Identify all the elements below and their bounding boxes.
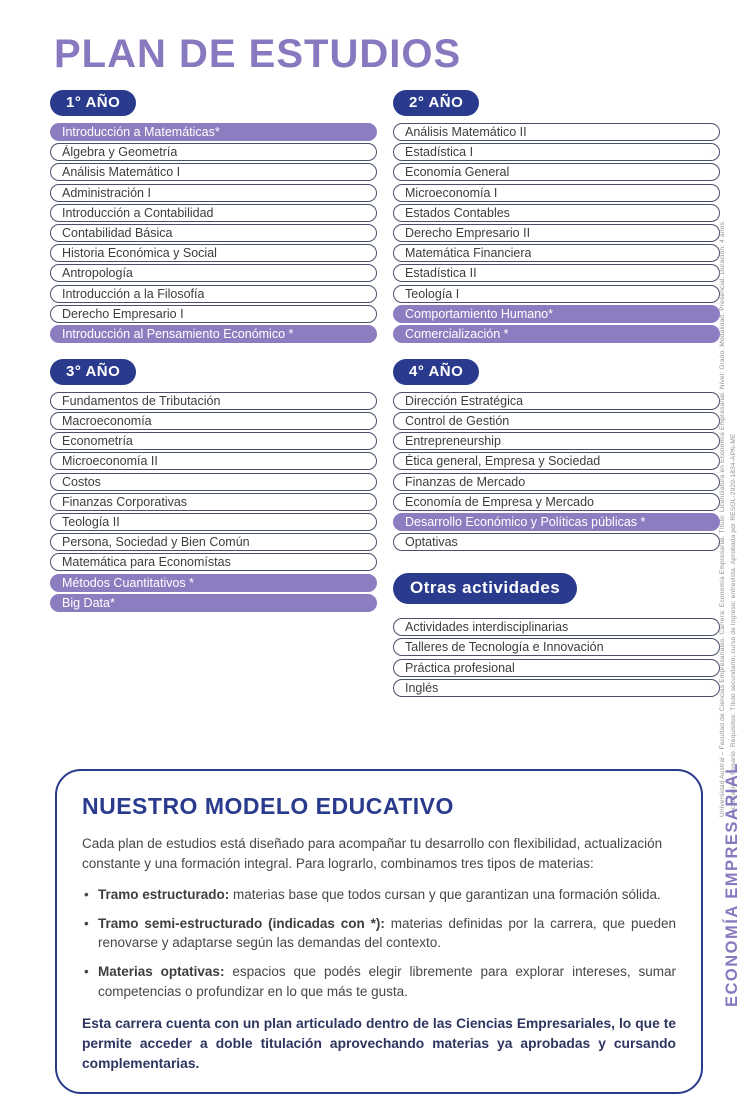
course-label: Introducción a Matemáticas* [62,125,220,139]
course-label: Inglés [405,680,439,695]
course-pill [50,184,377,202]
year-2-header: 2° AÑO [393,90,479,116]
course-pill [393,325,720,343]
course-pill [50,493,377,511]
educational-model-title: NUESTRO MODELO EDUCATIVO [82,792,454,819]
course-pill [393,513,720,531]
bullet-text: materias base que todos cursan y que garantizan una formación sólida. [229,887,661,903]
year-1-section [50,90,377,343]
course-pill [393,493,720,511]
course-label: Administración I [62,185,151,200]
course-pill [50,285,377,303]
program-name-vertical-text: ECONOMÍA EMPRESARIAL [723,762,741,1007]
course-pill [50,143,377,161]
course-pill [393,163,720,181]
year-1-course-list [50,123,377,343]
course-pill [393,618,720,636]
course-pill [393,143,720,161]
years-grid [50,90,718,713]
year-4-course-list [393,392,720,551]
course-pill [50,432,377,450]
course-pill [393,679,720,697]
course-pill [393,244,720,262]
year-2-section [393,90,720,343]
course-pill [50,473,377,491]
course-pill [393,412,720,430]
educational-model-intro: Cada plan de estudios está diseñado para acompañar tu desarrollo con flexibilidad, actualización constante y una formación integral. Para lograrlo, combinamos tres tipos de materias: [82,835,663,871]
course-label: Big Data* [62,595,115,610]
course-label: Econometría [62,434,133,449]
course-pill [50,163,377,181]
course-label: Estados Contables [405,205,510,220]
course-pill [393,392,720,410]
course-pill [393,452,720,470]
course-label: Métodos Cuantitativos * [62,575,195,590]
left-column [50,90,377,628]
course-pill [50,244,377,262]
course-label: Derecho Empresario II [405,225,531,240]
course-pill [50,204,377,222]
course-label: Control de Gestión [405,414,510,429]
course-label: Finanzas Corporativas [62,494,188,509]
year-3-section [50,359,377,612]
course-label: Macroeconomía [62,414,152,429]
course-label: Entrepreneurship [405,434,501,449]
bullet-item [82,962,676,1001]
course-label: Microeconomía II [62,454,158,469]
course-label: Análisis Matemático I [62,165,181,180]
course-pill [393,184,720,202]
year-1-header: 1° AÑO [50,90,136,116]
course-pill [393,285,720,303]
bullet-text: materias definidas por la carrera, que pueden renovarse y adaptarse según las demandas del contexto. [98,915,677,951]
course-label: Introducción a Contabilidad [62,205,214,220]
educational-model-footer: Esta carrera cuenta con un plan articulado dentro de las Ciencias Empresariales, lo que te permite acceder a doble titulación aprovechando materias ya aprobadas y cursando complementarias. [82,1016,676,1072]
bullet-item [82,914,676,953]
year-3-header: 3° AÑO [50,359,136,385]
bullet-lead: Tramo estructurado: [98,887,230,903]
course-pill [393,659,720,677]
course-label: Comercialización * [405,326,509,341]
course-label: Desarrollo Económico y Políticas públicas * [405,515,646,529]
course-pill [393,224,720,242]
course-label: Contabilidad Básica [62,225,173,240]
other-activities-header: Otras actividades [393,573,577,604]
right-column [393,90,720,713]
course-pill [50,224,377,242]
course-label: Dirección Estratégica [405,393,524,408]
course-label: Microeconomía I [405,185,498,200]
course-label: Análisis Matemático II [405,125,527,139]
course-label: Economía de Empresa y Mercado [405,494,594,509]
course-label: Antropología [62,266,133,281]
course-pill [50,305,377,323]
course-pill [50,123,377,141]
course-pill [50,325,377,343]
course-label: Historia Económica y Social [62,246,217,261]
page-title: PLAN DE ESTUDIOS [54,32,462,76]
course-label: Fundamentos de Tributación [62,393,221,408]
course-pill [50,513,377,531]
other-activities-section [393,573,720,697]
course-pill [50,574,377,592]
course-pill [50,452,377,470]
course-pill [50,392,377,410]
bullet-dot: • [84,887,89,903]
year-2-course-list [393,123,720,343]
course-label: Comportamiento Humano* [405,306,553,321]
course-label: Derecho Empresario I [62,306,184,321]
course-pill [393,533,720,551]
course-label: Economía General [405,165,510,180]
bullet-lead: Materias optativas: [98,963,225,979]
course-pill [393,204,720,222]
educational-model-box [55,769,703,1094]
course-pill [50,412,377,430]
course-pill [50,553,377,571]
course-pill [50,533,377,551]
program-info-vertical-text [717,55,739,817]
course-label: Teología II [62,515,120,529]
program-info-line-1: Universidad Austral – Facultad de Ciencias Empresariales. Carrera: Economía Empresarial. Título: Licenciatura en Economía Empresarial. Nivel: Grado. Modalidad: Presencial. Duración: 4 años. [719,220,726,817]
course-label: Introducción a la Filosofía [62,286,205,301]
course-label: Actividades interdisciplinarias [405,620,569,635]
course-label: Matemática Financiera [405,246,532,261]
course-label: Finanzas de Mercado [405,474,526,489]
educational-model-bullets [82,885,676,1001]
course-label: Persona, Sociedad y Bien Común [62,535,250,550]
course-label: Costos [62,474,101,489]
bullet-lead: Tramo semi-estructurado (indicadas con *): [98,915,385,931]
program-info-line-2: Localización: Rosario. Requisitos: Título secundario; curso de ingreso; entrevista. Aprobada por RESOL-2020-1834-APN-ME [730,433,737,817]
course-label: Optativas [405,535,458,550]
course-label: Estadística II [405,266,477,281]
course-pill [393,305,720,323]
bullet-item [82,885,676,905]
course-pill [393,264,720,282]
bullet-text: espacios que podés elegir libremente para explorar intereses, sumar competencias o profundizar en lo que más te gusta. [98,963,676,999]
course-pill [393,473,720,491]
course-label: Talleres de Tecnología e Innovación [405,640,604,655]
bullet-dot: • [84,915,89,931]
course-label: Introducción al Pensamiento Económico * [62,326,294,341]
year-4-section [393,359,720,551]
course-label: Teología I [405,286,460,301]
year-4-header: 4° AÑO [393,359,479,385]
year-3-course-list [50,392,377,612]
course-label: Matemática para Economístas [62,555,231,570]
course-pill [393,432,720,450]
course-label: Álgebra y Geometría [62,145,178,160]
course-pill [50,264,377,282]
other-activities-course-list [393,618,720,697]
course-pill [50,594,377,612]
course-label: Estadística I [405,145,474,160]
course-pill [393,123,720,141]
course-label: Ética general, Empresa y Sociedad [405,454,601,469]
bullet-dot: • [84,963,89,979]
course-pill [393,638,720,656]
course-label: Práctica profesional [405,660,515,675]
